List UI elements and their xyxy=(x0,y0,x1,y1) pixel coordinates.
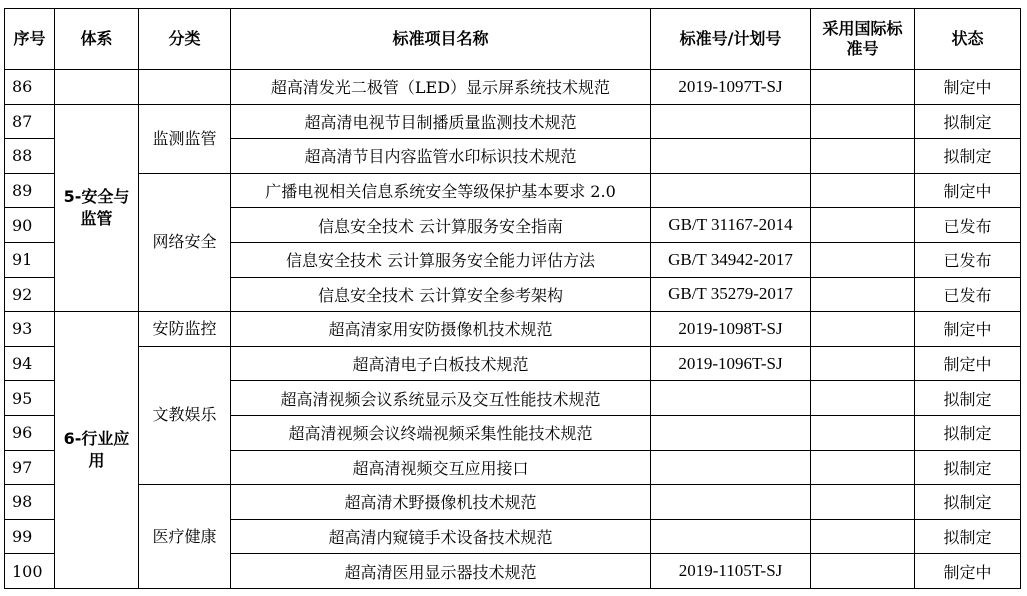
row-no: 100 xyxy=(5,554,55,589)
row-status: 已发布 xyxy=(915,242,1021,277)
row-std-no: 2019-1097T-SJ xyxy=(651,70,811,105)
row-intl xyxy=(811,277,915,312)
header-intl-std: 采用国际标准号 xyxy=(811,9,915,70)
row-std-no: 2019-1105T-SJ xyxy=(651,554,811,589)
row-no: 90 xyxy=(5,208,55,243)
row-no: 88 xyxy=(5,139,55,174)
row-intl xyxy=(811,485,915,520)
row-no: 99 xyxy=(5,519,55,554)
row-std-no: 2019-1098T-SJ xyxy=(651,312,811,347)
row-name: 信息安全技术 云计算安全参考架构 xyxy=(231,277,651,312)
row-name: 超高清家用安防摄像机技术规范 xyxy=(231,312,651,347)
row-no: 89 xyxy=(5,173,55,208)
row-name: 超高清视频会议终端视频采集性能技术规范 xyxy=(231,415,651,450)
row-intl xyxy=(811,70,915,105)
category-security-control: 安防监控 xyxy=(139,312,231,347)
row-status: 制定中 xyxy=(915,312,1021,347)
row-std-no xyxy=(651,485,811,520)
row-std-no: 2019-1096T-SJ xyxy=(651,346,811,381)
row-intl xyxy=(811,381,915,416)
row-intl xyxy=(811,208,915,243)
row-std-no xyxy=(651,381,811,416)
row-no: 95 xyxy=(5,381,55,416)
row-name: 超高清视频交互应用接口 xyxy=(231,450,651,485)
table-row xyxy=(5,346,1021,381)
row-intl xyxy=(811,554,915,589)
row-status: 拟制定 xyxy=(915,381,1021,416)
header-seq: 序号 xyxy=(5,9,55,70)
row-no: 91 xyxy=(5,242,55,277)
row-status: 拟制定 xyxy=(915,519,1021,554)
category-network: 网络安全 xyxy=(139,173,231,311)
row-intl xyxy=(811,415,915,450)
row-name: 广播电视相关信息系统安全等级保护基本要求 2.0 xyxy=(231,173,651,208)
row-intl xyxy=(811,519,915,554)
header-std-no: 标准号/计划号 xyxy=(651,9,811,70)
row-name: 信息安全技术 云计算服务安全指南 xyxy=(231,208,651,243)
row-name: 超高清视频会议系统显示及交互性能技术规范 xyxy=(231,381,651,416)
row-std-no xyxy=(651,139,811,174)
system-industry: 6-行业应用 xyxy=(55,312,139,589)
row-status: 拟制定 xyxy=(915,450,1021,485)
row-intl xyxy=(811,104,915,139)
row-std-no: GB/T 34942-2017 xyxy=(651,242,811,277)
table-row xyxy=(5,485,1021,520)
row-no: 94 xyxy=(5,346,55,381)
header-category: 分类 xyxy=(139,9,231,70)
row-std-no xyxy=(651,519,811,554)
row-std-no xyxy=(651,415,811,450)
header-name: 标准项目名称 xyxy=(231,9,651,70)
row-no: 87 xyxy=(5,104,55,139)
row-name: 超高清术野摄像机技术规范 xyxy=(231,485,651,520)
system-security: 5-安全与监管 xyxy=(55,104,139,312)
row-status: 制定中 xyxy=(915,70,1021,105)
row-intl xyxy=(811,312,915,347)
row-intl xyxy=(811,450,915,485)
standards-table xyxy=(4,8,1021,589)
row-status: 已发布 xyxy=(915,277,1021,312)
row-std-no: GB/T 31167-2014 xyxy=(651,208,811,243)
table-row xyxy=(5,70,1021,105)
row-name: 超高清电子白板技术规范 xyxy=(231,346,651,381)
row-status: 制定中 xyxy=(915,173,1021,208)
row-no: 93 xyxy=(5,312,55,347)
row-name: 超高清发光二极管（LED）显示屏系统技术规范 xyxy=(231,70,651,105)
row-name: 超高清医用显示器技术规范 xyxy=(231,554,651,589)
row-name: 信息安全技术 云计算服务安全能力评估方法 xyxy=(231,242,651,277)
row-std-no xyxy=(651,104,811,139)
table-row xyxy=(5,173,1021,208)
row-status: 拟制定 xyxy=(915,104,1021,139)
table-row xyxy=(5,312,1021,347)
header-row xyxy=(5,9,1021,70)
row-status: 拟制定 xyxy=(915,415,1021,450)
row-name: 超高清节目内容监管水印标识技术规范 xyxy=(231,139,651,174)
row-no: 98 xyxy=(5,485,55,520)
row-std-no: GB/T 35279-2017 xyxy=(651,277,811,312)
row-status: 拟制定 xyxy=(915,485,1021,520)
table-row xyxy=(5,104,1021,139)
row-no: 96 xyxy=(5,415,55,450)
row-no: 97 xyxy=(5,450,55,485)
row-std-no xyxy=(651,450,811,485)
row-name: 超高清电视节目制播质量监测技术规范 xyxy=(231,104,651,139)
row-name: 超高清内窥镜手术设备技术规范 xyxy=(231,519,651,554)
row-no: 92 xyxy=(5,277,55,312)
row-intl xyxy=(811,346,915,381)
row-status: 已发布 xyxy=(915,208,1021,243)
category-edu-ent: 文教娱乐 xyxy=(139,346,231,484)
row-intl xyxy=(811,139,915,174)
system-cell xyxy=(55,70,139,105)
category-medical: 医疗健康 xyxy=(139,485,231,589)
row-intl xyxy=(811,173,915,208)
row-no: 86 xyxy=(5,70,55,105)
category-monitoring: 监测监管 xyxy=(139,104,231,173)
row-intl xyxy=(811,242,915,277)
row-status: 制定中 xyxy=(915,346,1021,381)
header-system: 体系 xyxy=(55,9,139,70)
header-status: 状态 xyxy=(915,9,1021,70)
row-status: 制定中 xyxy=(915,554,1021,589)
category-cell xyxy=(139,70,231,105)
row-status: 拟制定 xyxy=(915,139,1021,174)
row-std-no xyxy=(651,173,811,208)
